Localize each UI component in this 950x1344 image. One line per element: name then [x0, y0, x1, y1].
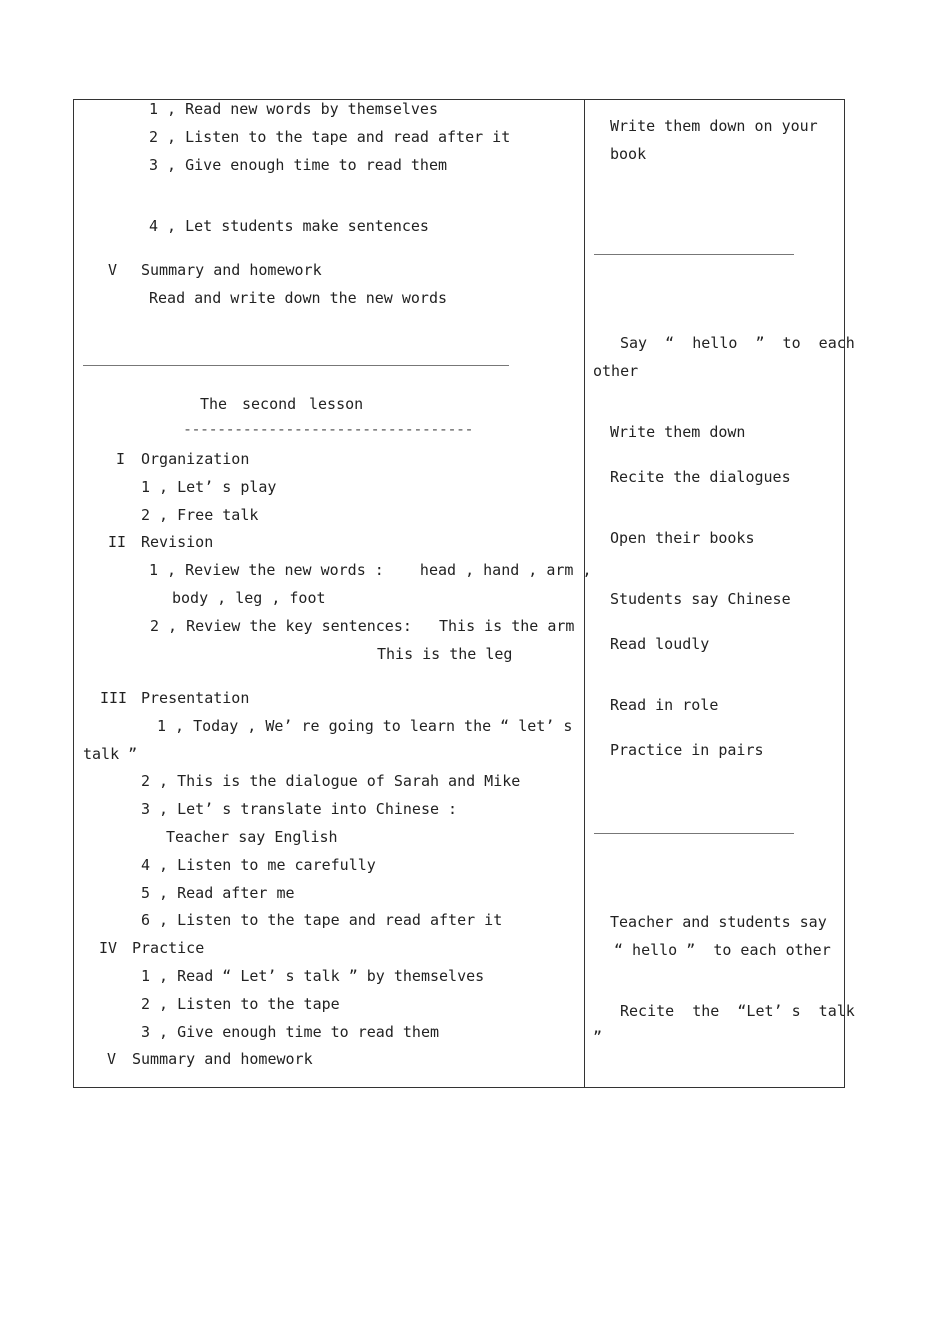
- presentation-item-1-line-2: talk ”: [83, 745, 138, 763]
- revision-heading: Revision: [141, 533, 214, 551]
- second-lesson-title-second: second: [242, 395, 297, 413]
- second-lesson-title-the: The: [200, 395, 228, 413]
- presentation-item-4: 4 , Listen to me carefully: [141, 856, 376, 874]
- presentation-item-6: 6 , Listen to the tape and read after it: [141, 911, 503, 929]
- revision-item-1-line-1: 1 , Review the new words : head , hand , arm ,: [149, 561, 592, 579]
- second-lesson-title-underline: ----------------------------------: [183, 420, 474, 438]
- activity-recite-talk-line-1: Recite the “Let’ s talk: [620, 1002, 855, 1020]
- presentation-item-2: 2 , This is the dialogue of Sarah and Mike: [141, 772, 521, 790]
- activity-say-chinese: Students say Chinese: [610, 590, 791, 608]
- activity-recite-talk-line-2: ”: [593, 1028, 603, 1046]
- practice-heading: Practice: [132, 939, 205, 957]
- first-lesson-step-2: 2 , Listen to the tape and read after it: [149, 128, 511, 146]
- presentation-item-5: 5 , Read after me: [141, 884, 295, 902]
- column-divider: [584, 99, 585, 1088]
- organization-heading: Organization: [141, 450, 250, 468]
- activity-separator-rule-2: [594, 833, 794, 834]
- practice-item-3: 3 , Give enough time to read them: [141, 1023, 440, 1041]
- practice-numeral: IV: [99, 939, 118, 957]
- activity-teacher-students-line-2: “ hello ” to each other: [614, 941, 831, 959]
- activity-write-down-line-2: book: [610, 145, 647, 163]
- activity-read-in-role: Read in role: [610, 696, 719, 714]
- practice-item-2: 2 , Listen to the tape: [141, 995, 340, 1013]
- revision-numeral: II: [108, 533, 127, 551]
- lesson-separator-rule: [83, 365, 509, 366]
- activity-teacher-students-line-1: Teacher and students say: [610, 913, 827, 931]
- first-lesson-step-1: 1 , Read new words by themselves: [149, 100, 438, 118]
- second-lesson-summary-heading: Summary and homework: [132, 1050, 313, 1068]
- activity-open-books: Open their books: [610, 529, 755, 547]
- activity-recite-dialogues: Recite the dialogues: [610, 468, 791, 486]
- first-lesson-summary-numeral: V: [108, 261, 118, 279]
- organization-numeral: I: [116, 450, 126, 468]
- presentation-item-3-sub: Teacher say English: [166, 828, 338, 846]
- activity-say-hello-line-2: other: [593, 362, 639, 380]
- activity-write-down-line-1: Write them down on your: [610, 117, 818, 135]
- activity-separator-rule-1: [594, 254, 794, 255]
- presentation-item-3: 3 , Let’ s translate into Chinese :: [141, 800, 458, 818]
- activity-read-loudly: Read loudly: [610, 635, 710, 653]
- first-lesson-step-3: 3 , Give enough time to read them: [149, 156, 448, 174]
- activity-practice-pairs: Practice in pairs: [610, 741, 764, 759]
- first-lesson-homework: Read and write down the new words: [149, 289, 448, 307]
- presentation-item-1-line-1: 1 , Today , We’ re going to learn the “ let’ s: [157, 717, 573, 735]
- second-lesson-summary-numeral: V: [107, 1050, 117, 1068]
- presentation-heading: Presentation: [141, 689, 250, 707]
- revision-item-2-line-1: 2 , Review the key sentences: This is the arm: [150, 617, 575, 635]
- second-lesson-title-lesson: lesson: [309, 395, 364, 413]
- organization-item-1: 1 , Let’ s play: [141, 478, 277, 496]
- activity-say-hello-line-1: Say “ hello ” to each: [620, 334, 855, 352]
- practice-item-1: 1 , Read “ Let’ s talk ” by themselves: [141, 967, 485, 985]
- revision-item-1-line-2: body , leg , foot: [172, 589, 326, 607]
- organization-item-2: 2 , Free talk: [141, 506, 259, 524]
- first-lesson-summary-heading: Summary and homework: [141, 261, 322, 279]
- revision-item-2-line-2: This is the leg: [377, 645, 513, 663]
- presentation-numeral: III: [100, 689, 128, 707]
- activity-write-them-down: Write them down: [610, 423, 746, 441]
- first-lesson-step-4: 4 , Let students make sentences: [149, 217, 429, 235]
